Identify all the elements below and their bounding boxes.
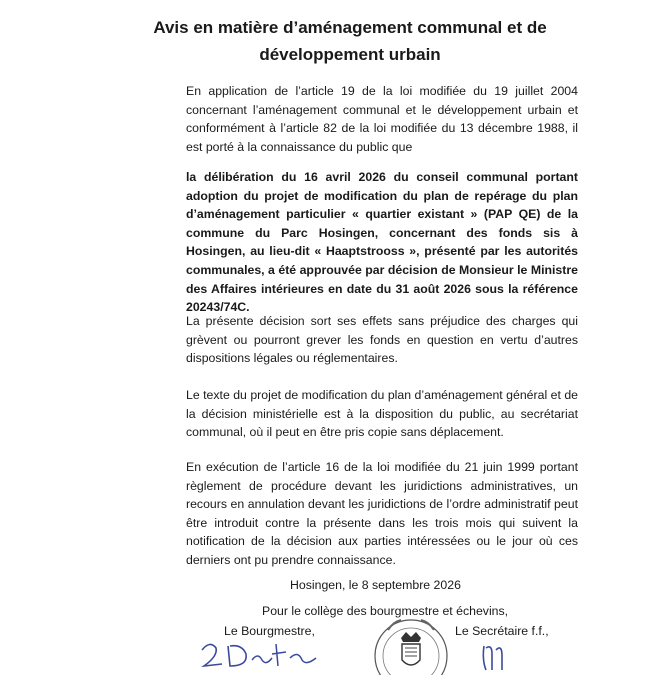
place-date: Hosingen, le 8 septembre 2026 (290, 578, 461, 592)
bourgmestre-signature (196, 636, 326, 677)
page-title: Avis en matière d’aménagement communal et de développement urbain (153, 18, 547, 64)
effects-paragraph: La présente décision sort ses effets sans préjudice des charges qui grèvent ou pourront grever les fonds en question en vertu d’autres dispositions légales ou réglementaires. (186, 314, 578, 366)
municipal-seal-icon (368, 608, 454, 680)
intro-paragraph: En application de l’article 19 de la loi modifiée du 19 juillet 2004 concernant l’aménagement communal et le développement urbain et conformément à l’article 82 de la loi modifiée du 13 décembre 1988, il est porté à la connaissance du public que (186, 84, 578, 154)
bourgmestre-label: Le Bourgmestre, (224, 624, 315, 638)
recours-paragraph: En exécution de l’article 16 de la loi modifiée du 21 juin 1999 portant règlement de procédure devant les juridictions administratives, un recours en annulation devant les juridictions de l’ordre administratif peut être introduit contre la présente dans les trois mois qui suivent la notification de la décision aux parties intéressées ou le jour où ces derniers ont pu prendre connaissance. (186, 460, 578, 567)
decision-paragraph: la délibération du 16 avril 2026 du conseil communal portant adoption du projet de modification du plan de repérage du plan d’aménagement particulier « quartier existant » (PAP QE) de la commune du Parc Hosingen, concernant des fonds sis à Hosingen, au lieu-dit « Haaptstrooss », présenté par les autorités communales, a été approuvée par décision de Monsieur le Ministre des Affaires intérieures en date du 31 août 2026 sous la référence 20243/74C. (186, 170, 578, 315)
college-line: Pour le collège des bourgmestre et échevins, (262, 604, 509, 618)
secretaire-label: Le Secrétaire f.f., (455, 624, 549, 638)
consultation-paragraph: Le texte du projet de modification du plan d’aménagement général et de la décision ministérielle est à la disposition du public, au secrétariat communal, où il peut en être pris copie sans déplacement. (186, 388, 578, 440)
secretaire-signature (474, 640, 534, 679)
